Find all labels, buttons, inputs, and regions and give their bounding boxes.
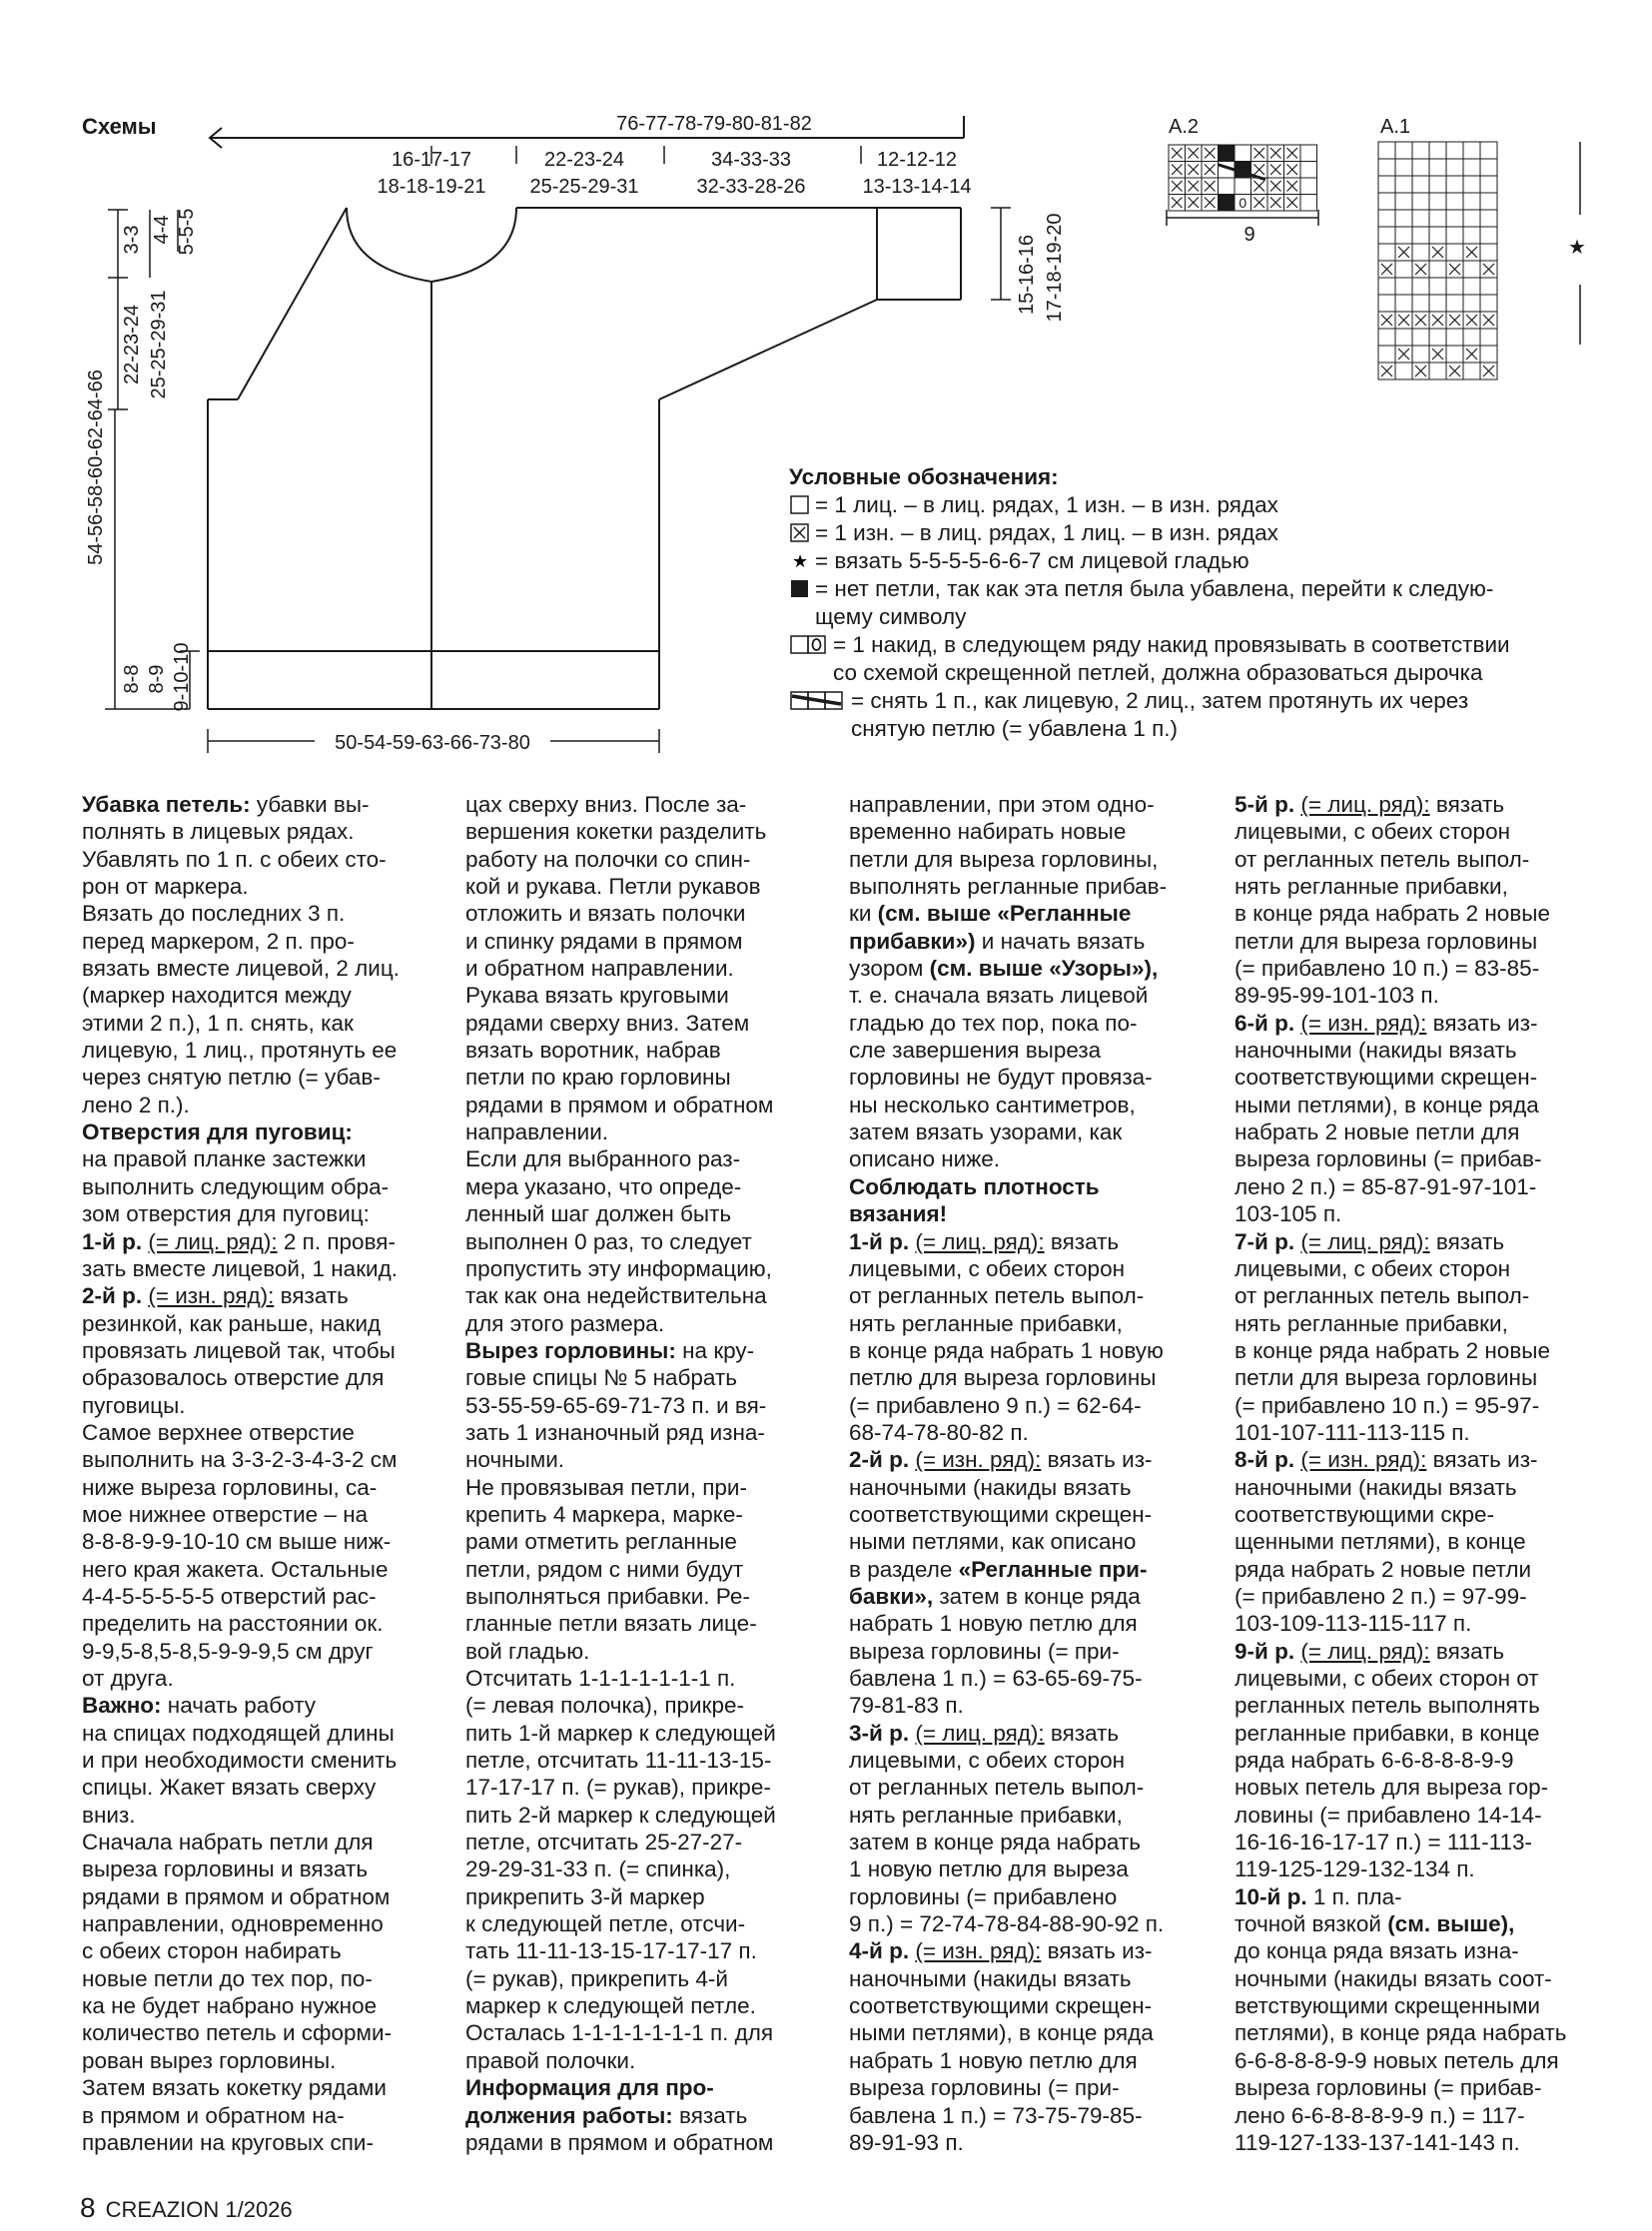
chart-cell	[1463, 295, 1480, 312]
chart-cell	[1463, 363, 1480, 379]
dim-seg2-b: 25-25-29-31	[529, 176, 639, 198]
row-label: 5-й р.	[1235, 792, 1295, 817]
chart-cell	[1429, 363, 1446, 379]
row-type: (= лиц. ряд):	[915, 1228, 1045, 1254]
dim-left-4: 4-4	[151, 215, 173, 245]
chart-cell	[1446, 193, 1463, 210]
chart-a2-width: 9	[1243, 224, 1255, 246]
chart-cell	[1378, 176, 1395, 193]
svg-text:★: ★	[792, 551, 809, 571]
chart-cell	[1395, 142, 1412, 159]
chart-cell	[1378, 210, 1395, 227]
dim-bottom-a: 8-8	[121, 664, 143, 694]
bold-ref: (см. выше «Узоры»),	[929, 956, 1159, 982]
row-type: (= изн. ряд):	[148, 1283, 275, 1309]
chart-cell	[1378, 329, 1395, 346]
dim-seg3-a: 34-33-33	[710, 149, 792, 171]
chart-cell	[1395, 227, 1412, 244]
heading-neckline: Вырез горловины:	[465, 1337, 676, 1363]
legend-text-yarn-over: = 1 накид, в следующем ряду накид провязывать в соответствии со схемой скрещенной петлей, должна образоваться дырочка	[833, 632, 1510, 685]
legend-row-decrease	[789, 687, 1608, 743]
chart-cell	[1412, 329, 1429, 346]
chart-cell	[1412, 227, 1429, 244]
dim-total-length: 54-56-58-60-62-64-66	[85, 370, 107, 565]
chart-cell	[1395, 295, 1412, 312]
dim-left-5: 5-5-5	[176, 208, 198, 256]
chart-cell	[1480, 210, 1497, 227]
paragraph: на кру- говые спицы № 5 набрать 53-55-59-65-69-71-73 п. и вя- зать 1 изнаночный ряд изна- ночными. Не провязывая петли, при- крепить 4 маркера, марке- рами отметить регланные петли, рядом с ними будут выполняться прибавки. Ре- гланные петли вязать лице- вой гладью. Отсчитать 1-1-1-1-1-1-1 п. (= левая полочка), прикре- пить 1-й маркер к следующей петле, отсчитать 11-11-13-15- 17-17-17 п. (= рукав), прикре- пить 2-й маркер к следующей петле, отсчитать 25-27-27- 29-29-31-33 п. (= спинка), прикрепить 3-й маркер к следующей петле, отсчи- тать 11-11-13-15-17-17-17 п. (= рукав), прикрепить 4-й маркер к следующей петле. Осталась 1-1-1-1-1-1-1 п. для правой полочки.	[465, 1337, 776, 2073]
text-column-1	[82, 791, 441, 2156]
chart-cell	[1300, 195, 1317, 212]
paragraph: вязать лицевыми, с обеих сторон от регланных петель выполнять регланные прибавки, в конце ряда набрать 6-6-8-8-8-9-9 новых петель для выреза гор- ловины (= прибавлено 14-14- 16-16-16-17-17 п.) = 111-113- 119-125-129-132-134 п.	[1235, 1638, 1549, 1882]
heading-gauge: Соблюдать плотность вязания!	[849, 1173, 1100, 1227]
paragraph: вязать резинкой, как раньше, накид провязать лицевой так, чтобы образовалось отверстие для пуговицы. Самое верхнее отверстие выполнить на 3-3-2-3-4-3-2 см ниже выреза горловины, са- мое нижнее отверстие – на 8-8-8-9-9-10-10 см выше ниж- него края жакета. Остальные 4-4-5-5-5-5-5 отверстий рас- пределить на расстоянии ок. 9-9,5-8,5-8,5-9-9-9,5 см друг от друга.	[82, 1283, 398, 1691]
dim-seg2-a: 22-23-24	[543, 149, 625, 171]
row-label: 8-й р.	[1235, 1447, 1295, 1473]
chart-cell	[1412, 346, 1429, 363]
chart-cell	[1463, 329, 1480, 346]
paragraph: вязать лицевыми, с обеих сторон от регланных петель выпол- нять регланные прибавки, затем в конце ряда набрать 1 новую петлю для выреза горловины (= прибавлено 9 п.) = 72-74-78-84-88-90-92 п.	[849, 1720, 1165, 1937]
chart-a2-grid	[1169, 145, 1317, 211]
paragraph: до конца ряда вязать изна- ночными (накиды вязать соот- ветствующими скрещенными петлями), в конце ряда набрать 6-6-8-8-8-9-9 новых петель для выреза горловины (= прибав- лено 6-6-8-8-8-9-9 п.) = 117- 119-127-133-137-141-143 п.	[1235, 1938, 1567, 2155]
paragraph: вязать из- наночными (накиды вязать соответствующими скре- щенными петлями), в конце ряда набрать 2 новые петли (= прибавлено 2 п.) = 97-99- 103-109-113-115-117 п.	[1235, 1447, 1538, 1637]
paragraph: цах сверху вниз. После за- вершения кокетки разделить работу на полочки со спин- кой и рукава. Петли рукавов отложить и вязать полочки и спинку рядами в прямом и обратном направлении. Рукава вязать круговыми рядами сверху вниз. Затем вязать воротник, набрав петли по краю горловины рядами в прямом и обратном направлении. Если для выбранного раз- мера указано, что опреде- ленный шаг должен быть выполнен 0 раз, то следует пропустить эту информацию, так как она недействительна для этого размера.	[465, 792, 774, 1336]
paragraph: вязать из- наночными (накиды вязать соответствующими скрещен- ными петлями, как описано в разделе	[849, 1447, 1153, 1582]
chart-cell	[1395, 176, 1412, 193]
chart-cell	[1446, 227, 1463, 244]
chart-cell	[1463, 193, 1480, 210]
cross-square-icon	[789, 519, 811, 543]
legend	[789, 463, 1608, 743]
chart-cell	[1429, 159, 1446, 176]
chart-cell	[1412, 278, 1429, 295]
chart-cell	[1429, 295, 1446, 312]
chart-cell	[1378, 295, 1395, 312]
legend-text-purl: = 1 изн. – в лиц. рядах, 1 лиц. – в изн. рядах	[815, 520, 1278, 545]
row-type: (= лиц. ряд):	[1300, 792, 1430, 817]
paragraph: вязать из- наночными (накиды вязать соответствующими скрещен- ными петлями), в конце ряда набрать 2 новые петли для выреза горловины (= прибав- лено 2 п.) = 85-87-91-97-101- 103-105 п.	[1235, 1010, 1542, 1227]
chart-cell	[1429, 176, 1446, 193]
chart-cell	[1429, 210, 1446, 227]
row-type: (= изн. ряд):	[915, 1938, 1042, 1964]
chart-cell	[1446, 142, 1463, 159]
chart-cell	[1219, 145, 1236, 162]
row-label: 7-й р.	[1235, 1228, 1295, 1254]
chart-cell	[1412, 295, 1429, 312]
chart-cell	[1235, 145, 1251, 162]
chart-cell	[1378, 278, 1395, 295]
chart-cell	[1395, 193, 1412, 210]
paragraph: направлении, при этом одно- временно набирать новые петли для выреза горловины, выполнять регланные прибав- ки	[849, 792, 1168, 927]
row-label: 3-й р.	[849, 1720, 910, 1746]
chart-cell	[1219, 178, 1236, 195]
paragraph: 2 п. провя- зать вместе лицевой, 1 накид.	[82, 1228, 398, 1281]
chart-cell	[1480, 278, 1497, 295]
chart-cell	[1463, 278, 1480, 295]
chart-cell	[1429, 227, 1446, 244]
chart-cell	[1395, 278, 1412, 295]
dim-top-total: 76-77-78-79-80-81-82	[616, 113, 812, 135]
row-type: (= лиц. ряд):	[1300, 1638, 1430, 1664]
chart-a1-label: A.1	[1380, 116, 1411, 138]
heading-decreases: Убавка петель:	[82, 792, 251, 817]
chart-cell	[1446, 244, 1463, 261]
row-type: (= лиц. ряд):	[1300, 1228, 1430, 1254]
dim-seg1-a: 16-17-17	[391, 149, 472, 171]
chart-cell	[1480, 346, 1497, 363]
yarn-over-icon	[789, 631, 829, 655]
chart-cell	[1429, 329, 1446, 346]
chart-cell	[1446, 176, 1463, 193]
chart-cell	[1412, 244, 1429, 261]
chart-cell	[1300, 145, 1317, 162]
chart-a1-grid	[1378, 142, 1497, 379]
chart-a2-label: A.2	[1169, 116, 1200, 138]
chart-cell	[1463, 142, 1480, 159]
star-icon	[789, 547, 811, 571]
schemes-title: Схемы	[82, 114, 157, 139]
paragraph: вязать рядами в прямом и обратном	[465, 2102, 774, 2155]
chart-cell	[1480, 193, 1497, 210]
chart-cell	[1235, 178, 1251, 195]
row-type: (= изн. ряд):	[1300, 1010, 1427, 1036]
paragraph: т. е. сначала вязать лицевой гладью до тех пор, пока по- сле завершения выреза горловины не будут провяза- ны несколько сантиметров, затем вязать узорами, как описано ниже.	[849, 983, 1153, 1172]
row-type: (= изн. ряд):	[915, 1447, 1042, 1473]
paragraph: убавки вы- полнять в лицевых рядах. Убавлять по 1 п. с обеих сто- рон от маркера. Вязать до последних 3 п. перед маркером, 2 п. про- вязать вместе лицевой, 2 лиц. (маркер находится между этими 2 п.), 1 п. снять, как лицевую, 1 лиц., протянуть ее через снятую петлю (= убав- лено 2 п.).	[82, 792, 400, 1117]
legend-text-no-stitch: = нет петли, так как эта петля была убавлена, перейти к следую- щему символу	[815, 576, 1494, 629]
filled-square-icon	[789, 575, 811, 599]
row-label: 4-й р.	[849, 1938, 910, 1964]
dim-yoke-a: 22-23-24	[121, 304, 143, 385]
chart-cell	[1378, 142, 1395, 159]
chart-cell	[1412, 210, 1429, 227]
page-number: 8	[80, 2192, 96, 2223]
chart-cell	[1446, 278, 1463, 295]
chart-cell	[1412, 193, 1429, 210]
paragraph: вязать из- наночными (накиды вязать соответствующими скрещен- ными петлями), в конце ряда набрать 1 новую петлю для выреза горловины (= при- бавлена 1 п.) = 73-75-79-85- 89-91-93 п.	[849, 1938, 1154, 2155]
magazine-issue: CREAZION 1/2026	[105, 2197, 293, 2222]
legend-row-yarn-over	[789, 631, 1608, 687]
heading-continuation: Информация для про- должения работы:	[465, 2075, 714, 2128]
chart-cell	[1463, 159, 1480, 176]
legend-title: Условные обозначения:	[789, 464, 1059, 489]
empty-square-icon	[789, 491, 811, 515]
dim-cuff-b: 17-18-19-20	[1044, 213, 1066, 323]
row-label: 2-й р.	[849, 1447, 910, 1473]
row-label: 9-й р.	[1235, 1638, 1295, 1664]
chart-cell	[1463, 227, 1480, 244]
chart-cell	[1395, 329, 1412, 346]
dim-seg4-a: 12-12-12	[876, 149, 958, 171]
chart-cell	[1412, 159, 1429, 176]
legend-text-star: = вязать 5-5-5-5-6-6-7 см лицевой гладью	[815, 548, 1249, 573]
chart-cell	[1412, 142, 1429, 159]
row-type: (= изн. ряд):	[1300, 1447, 1427, 1473]
chart-cell	[1463, 210, 1480, 227]
chart-cell	[1300, 178, 1317, 195]
chart-cell	[1446, 329, 1463, 346]
chart-cell	[1429, 193, 1446, 210]
chart-cell	[1480, 295, 1497, 312]
decrease-icon	[789, 687, 847, 711]
legend-row-knit	[789, 491, 1608, 519]
dim-bottom-b: 8-9	[146, 664, 168, 694]
chart-cell	[1480, 159, 1497, 176]
dim-seg3-b: 32-33-28-26	[696, 176, 806, 198]
dim-cuff-a: 15-16-16	[1016, 234, 1038, 316]
heading-buttonholes: Отверстия для пуговиц:	[82, 1119, 353, 1145]
chart-cell	[1395, 363, 1412, 379]
text-column-4	[1235, 791, 1604, 2156]
chart-cell	[1429, 142, 1446, 159]
row-label: 6-й р.	[1235, 1010, 1295, 1036]
text-column-3	[849, 791, 1219, 2156]
row-label: 2-й р.	[82, 1283, 143, 1309]
chart-cell	[1395, 159, 1412, 176]
chart-cell	[1463, 261, 1480, 278]
chart-cell	[1429, 261, 1446, 278]
legend-row-star	[789, 547, 1608, 575]
chart-cell	[1378, 227, 1395, 244]
bold-ref: (см. выше «Регланные прибавки»)	[849, 901, 1132, 954]
row-label: 1-й р.	[849, 1228, 910, 1254]
paragraph: вязать лицевыми, с обеих сторон от регланных петель выпол- нять регланные прибавки, в конце ряда набрать 1 новую петлю для выреза горловины (= прибавлено 9 п.) = 62-64- 68-74-78-80-82 п.	[849, 1228, 1164, 1445]
legend-text-knit: = 1 лиц. – в лиц. рядах, 1 изн. – в изн. рядах	[815, 492, 1278, 517]
chart-cell	[1378, 244, 1395, 261]
dim-bottom-c: 9-10-10	[171, 642, 193, 712]
paragraph: начать работу на спицах подходящей длины и при необходимости сменить спицы. Жакет вязать сверху вниз. Сначала набрать петли для выреза горловины и вязать рядами в прямом и обратном направлении, одновременно с обеих сторон набирать новые петли до тех пор, по- ка не будет набрано нужное количество петель и сформи- рован вырез горловины. Затем вязать кокетку рядами в прямом и обратном на- правлении на круговых спи-	[82, 1693, 398, 2155]
chart-cell	[1412, 176, 1429, 193]
heading-important: Важно:	[82, 1693, 162, 1719]
row-type: (= лиц. ряд):	[915, 1720, 1045, 1746]
legend-row-no-stitch	[789, 575, 1608, 631]
chart-cell	[1395, 210, 1412, 227]
text-column-2	[465, 791, 825, 2156]
chart-cell	[1378, 346, 1395, 363]
bold-ref: (см. выше),	[1387, 1911, 1515, 1937]
chart-cell	[1446, 295, 1463, 312]
chart-cell	[1395, 261, 1412, 278]
chart-cell	[1480, 176, 1497, 193]
dim-left-3: 3-3	[121, 225, 143, 255]
paragraph: вязать лицевыми, с обеих сторон от регланных петель выпол- нять регланные прибавки, в конце ряда набрать 2 новые петли для выреза горловины (= прибавлено 10 п.) = 95-97- 101-107-111-113-115 п.	[1235, 1228, 1550, 1445]
dim-seg4-b: 13-13-14-14	[862, 176, 972, 198]
row-type: (= лиц. ряд):	[148, 1228, 278, 1254]
bold-ref: «Регланные при- бавки»,	[849, 1556, 1148, 1609]
chart-cell	[1480, 244, 1497, 261]
dim-seg1-b: 18-18-19-21	[377, 176, 486, 198]
star-icon: ★	[1568, 237, 1586, 259]
chart-cell	[1219, 195, 1236, 212]
page-footer	[80, 2192, 293, 2224]
chart-cell	[1378, 159, 1395, 176]
paragraph: вязать лицевыми, с обеих сторон от регланных петель выпол- нять регланные прибавки, в конце ряда набрать 2 новые петли для выреза горловины (= прибавлено 10 п.) = 83-85- 89-95-99-101-103 п.	[1235, 792, 1550, 1009]
chart-cell	[1463, 176, 1480, 193]
paragraph: на правой планке застежки выполнить следующим обра- зом отверстия для пуговиц:	[82, 1146, 390, 1227]
dim-yoke-b: 25-25-29-31	[148, 290, 170, 399]
legend-text-decrease: = снять 1 п., как лицевую, 2 лиц., затем протянуть их через снятую петлю (= убавлена 1 п.)	[851, 688, 1469, 741]
row-label: 1-й р.	[82, 1228, 143, 1254]
paragraph: 1 п. пла- точной вязкой	[1235, 1883, 1402, 1937]
dim-width: 50-54-59-63-66-73-80	[335, 732, 530, 754]
paragraph: затем в конце ряда набрать 1 новую петлю для выреза горловины (= при- бавлена 1 п.) = 63-65-69-75- 79-81-83 п.	[849, 1583, 1143, 1719]
chart-cell	[1480, 329, 1497, 346]
chart-cell	[1300, 162, 1317, 179]
chart-cell	[1446, 159, 1463, 176]
row-label: 10-й р.	[1235, 1883, 1307, 1909]
chart-cell	[1446, 346, 1463, 363]
chart-cell	[1480, 142, 1497, 159]
yarn-over-mark: 0	[1239, 195, 1247, 211]
legend-row-purl	[789, 519, 1608, 547]
chart-cell	[1480, 227, 1497, 244]
chart-cell	[1378, 193, 1395, 210]
chart-cell	[1446, 210, 1463, 227]
chart-cell	[1429, 278, 1446, 295]
paragraph: и начать вязать узором	[849, 928, 1146, 982]
